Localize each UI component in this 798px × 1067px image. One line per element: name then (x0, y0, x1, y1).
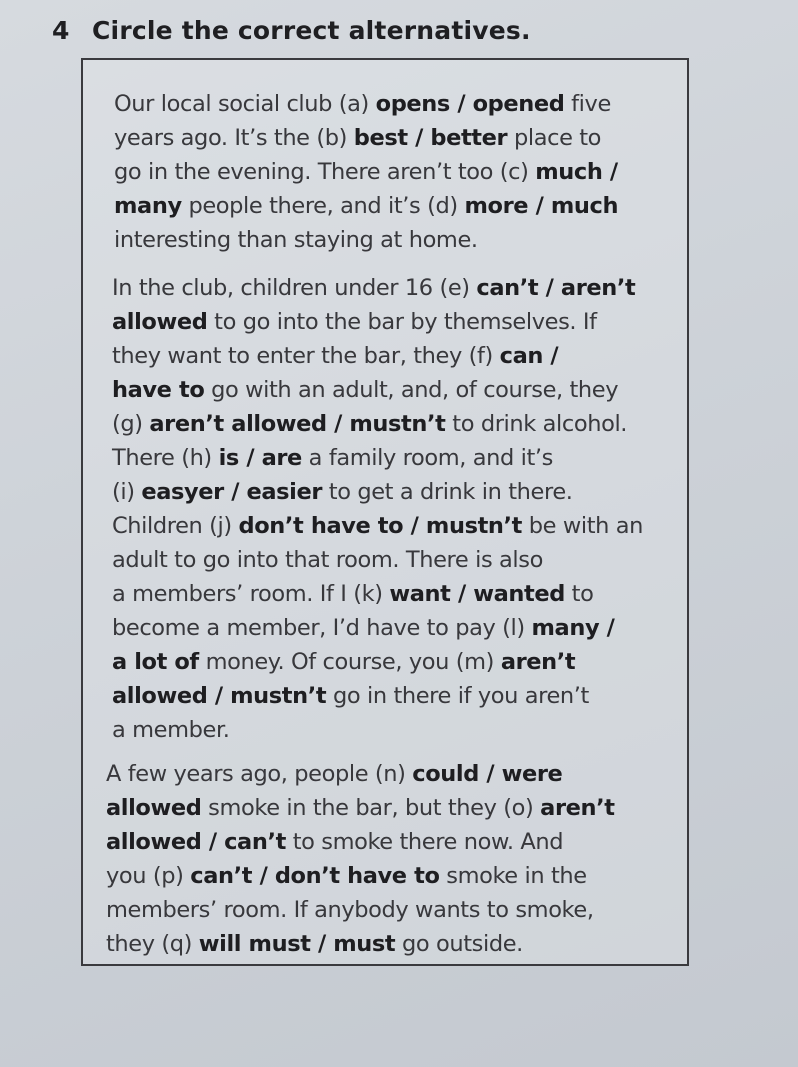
exercise-heading (52, 16, 531, 45)
text-segment: adult to go into that room. There is also (112, 547, 543, 573)
text-segment: to drink alcohol. (445, 411, 628, 437)
answer-alternatives[interactable]: more / much (464, 193, 619, 219)
answer-alternatives[interactable]: best / better (353, 125, 508, 151)
text-segment: a members’ room. If I (k) (112, 581, 390, 607)
answer-alternatives[interactable]: can / (499, 343, 559, 369)
text-line (112, 441, 692, 475)
text-segment: go in the evening. There aren’t too (c) (114, 159, 536, 185)
answer-alternatives[interactable]: want / wanted (389, 581, 565, 607)
answer-alternatives[interactable]: have to (112, 377, 205, 403)
text-line (112, 271, 692, 305)
text-line (112, 713, 692, 747)
text-segment: A few years ago, people (n) (106, 761, 413, 787)
text-line (114, 155, 694, 189)
text-line (112, 543, 692, 577)
answer-alternatives[interactable]: allowed (106, 795, 202, 821)
text-line (114, 121, 694, 155)
answer-alternatives[interactable]: a lot of (112, 649, 199, 675)
paragraph-1 (114, 87, 694, 257)
text-segment: to smoke there now. And (285, 829, 564, 855)
text-segment: money. Of course, you (m) (198, 649, 501, 675)
text-segment: go outside. (395, 931, 523, 957)
answer-alternatives[interactable]: many (114, 193, 182, 219)
text-segment: smoke in the bar, but they (o) (201, 795, 541, 821)
text-line (114, 87, 694, 121)
text-segment: members’ room. If anybody wants to smoke, (106, 897, 594, 923)
exercise-number: 4 (52, 16, 70, 45)
text-segment: to go into the bar by themselves. If (207, 309, 597, 335)
answer-alternatives[interactable]: aren’t (500, 649, 576, 675)
text-segment: Children (j) (112, 513, 239, 539)
answer-alternatives[interactable]: many / (531, 615, 615, 641)
text-segment: (i) (112, 479, 142, 505)
text-line (112, 577, 692, 611)
text-segment: to (564, 581, 594, 607)
text-line (106, 825, 686, 859)
text-segment: be with an (522, 513, 644, 539)
answer-alternatives[interactable]: is / are (218, 445, 302, 471)
answer-alternatives[interactable]: can’t / aren’t (476, 275, 636, 301)
text-line (106, 757, 686, 791)
text-line (114, 189, 694, 223)
answer-alternatives[interactable]: allowed / can’t (106, 829, 286, 855)
answer-alternatives[interactable]: allowed (112, 309, 208, 335)
answer-alternatives[interactable]: much / (535, 159, 618, 185)
exercise-instruction: Circle the correct alternatives. (92, 16, 531, 45)
text-line (106, 791, 686, 825)
text-segment: go with an adult, and, of course, they (204, 377, 619, 403)
text-segment: Our local social club (a) (114, 91, 376, 117)
text-line (106, 927, 686, 961)
answer-alternatives[interactable]: aren’t (540, 795, 615, 821)
text-line (106, 859, 686, 893)
answer-alternatives[interactable]: could / were (412, 761, 563, 787)
text-segment: years ago. It’s the (b) (114, 125, 354, 151)
text-segment: In the club, children under 16 (e) (112, 275, 477, 301)
text-segment: There (h) (112, 445, 219, 471)
text-segment: interesting than staying at home. (114, 227, 478, 253)
answer-alternatives[interactable]: will must / must (198, 931, 396, 957)
answer-alternatives[interactable]: can’t / don’t have to (190, 863, 440, 889)
answer-alternatives[interactable]: allowed / mustn’t (112, 683, 327, 709)
text-segment: you (p) (106, 863, 191, 889)
text-segment: a family room, and it’s (301, 445, 553, 471)
text-line (112, 475, 692, 509)
text-segment: to get a drink in there. (322, 479, 573, 505)
paragraph-3 (106, 757, 686, 961)
text-segment: (g) (112, 411, 150, 437)
text-line (106, 893, 686, 927)
text-line (112, 339, 692, 373)
text-segment: they want to enter the bar, they (f) (112, 343, 500, 369)
answer-alternatives[interactable]: easyer / easier (141, 479, 323, 505)
text-line (112, 373, 692, 407)
text-line (112, 305, 692, 339)
answer-alternatives[interactable]: don’t have to / mustn’t (238, 513, 523, 539)
text-line (112, 611, 692, 645)
text-segment: place to (507, 125, 602, 151)
text-segment: smoke in the (439, 863, 587, 889)
paragraph-2 (112, 271, 692, 747)
text-segment: a member. (112, 717, 230, 743)
text-line (112, 679, 692, 713)
text-line (114, 223, 694, 257)
answer-alternatives[interactable]: aren’t allowed / mustn’t (149, 411, 446, 437)
text-segment: they (q) (106, 931, 199, 957)
text-line (112, 509, 692, 543)
text-segment: people there, and it’s (d) (181, 193, 465, 219)
answer-alternatives[interactable]: opens / opened (375, 91, 565, 117)
text-line (112, 645, 692, 679)
text-segment: go in there if you aren’t (326, 683, 589, 709)
text-line (112, 407, 692, 441)
text-segment: become a member, I’d have to pay (l) (112, 615, 532, 641)
text-segment: five (564, 91, 611, 117)
